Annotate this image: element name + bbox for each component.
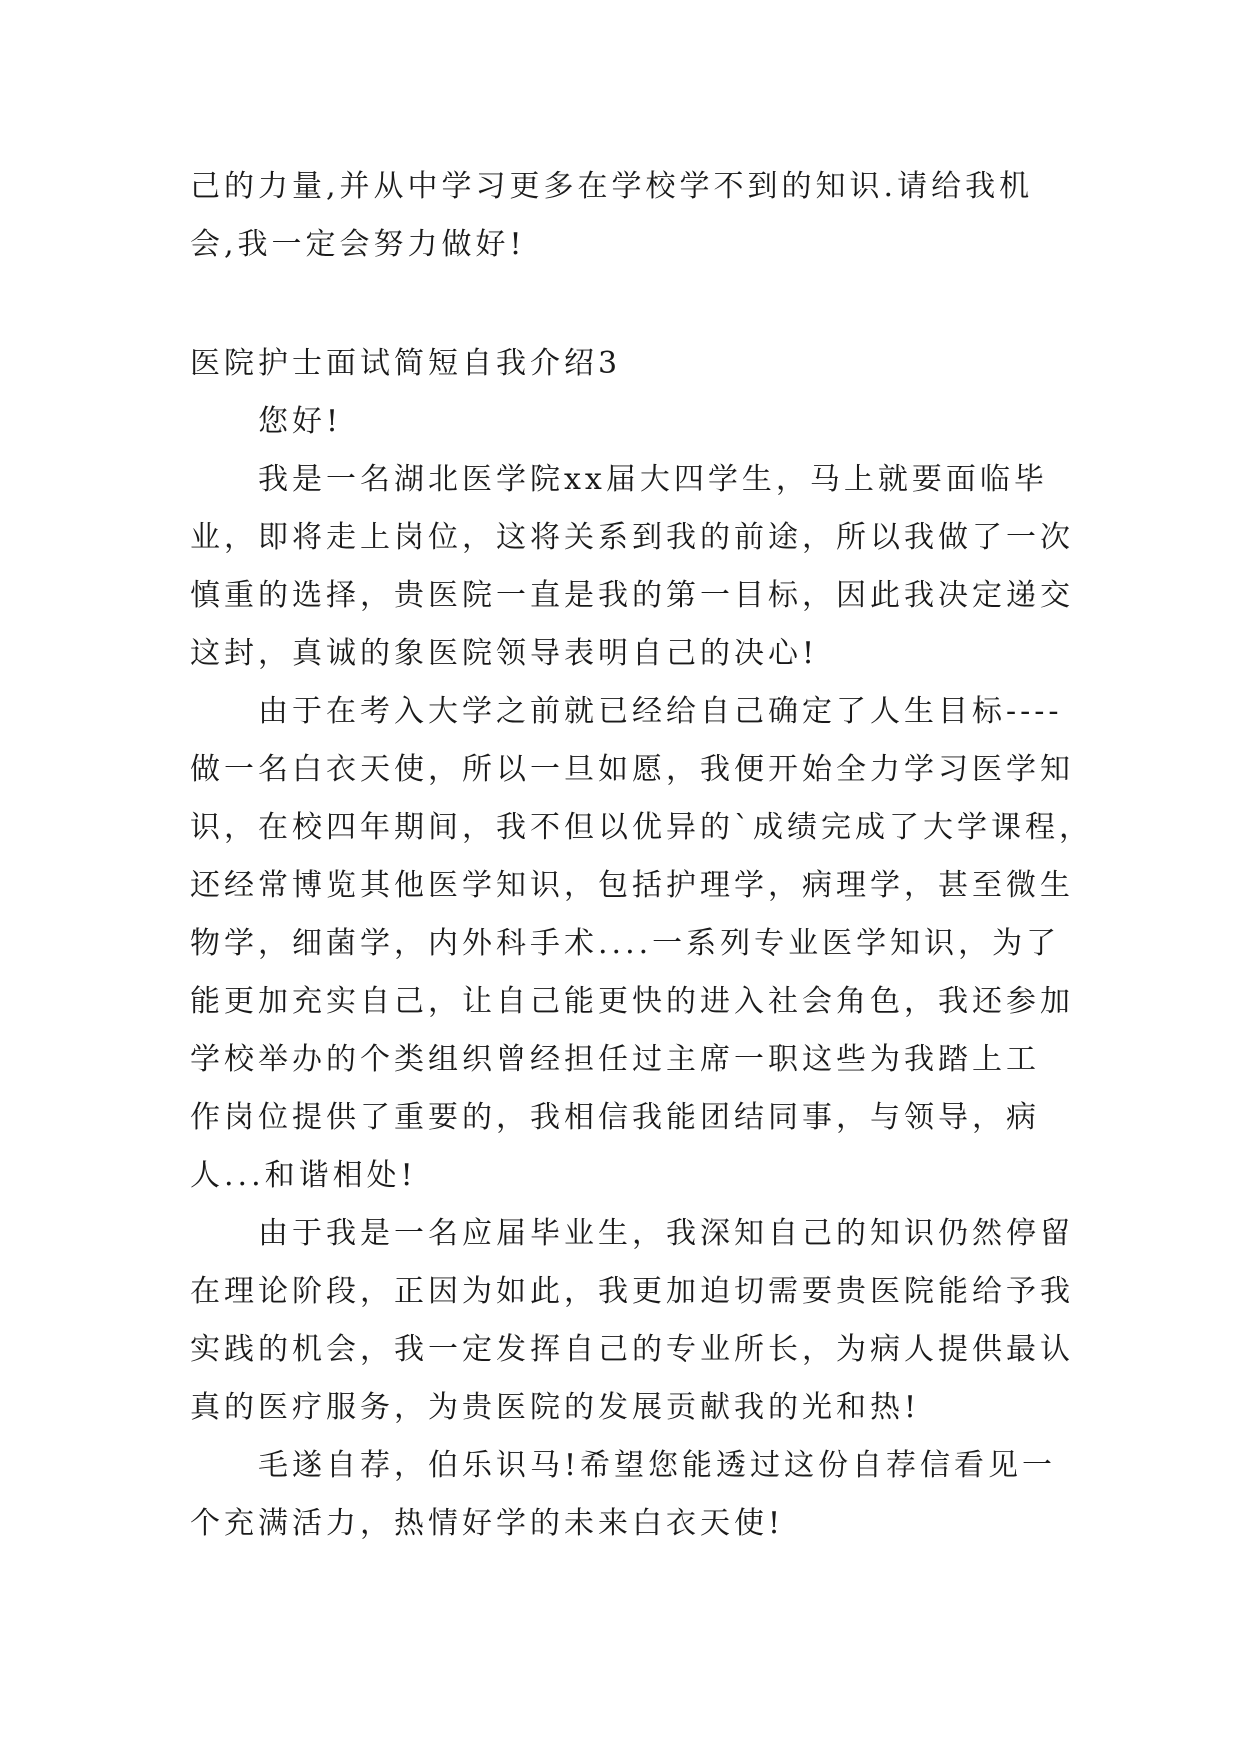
paragraph-1-line: 业，即将走上岗位，这将关系到我的前途，所以我做了一次: [190, 520, 1074, 555]
paragraph-4-line: 个充满活力，热情好学的未来白衣天使!: [190, 1506, 785, 1541]
paragraph-3-line: 由于我是一名应届毕业生，我深知自己的知识仍然停留: [258, 1216, 1074, 1251]
paragraph-3-line: 在理论阶段，正因为如此，我更加迫切需要贵医院能给予我: [190, 1274, 1074, 1309]
paragraph-1-line: 我是一名湖北医学院xx届大四学生，马上就要面临毕: [258, 462, 1048, 497]
paragraph-3-line: 真的医疗服务，为贵医院的发展贡献我的光和热!: [190, 1390, 921, 1425]
paragraph-2-line: 学校举办的个类组织曾经担任过主席一职这些为我踏上工: [190, 1042, 1040, 1077]
section-title: 医院护士面试简短自我介绍3: [190, 346, 622, 381]
paragraph-2-line: 还经常博览其他医学知识，包括护理学，病理学，甚至微生: [190, 868, 1074, 903]
paragraph-1-line: 慎重的选择，贵医院一直是我的第一目标，因此我决定递交: [190, 578, 1074, 613]
paragraph-3-line: 实践的机会，我一定发挥自己的专业所长，为病人提供最认: [190, 1332, 1074, 1367]
carryover-line-2: 会,我一定会努力做好!: [190, 227, 526, 262]
carryover-line-1: 己的力量,并从中学习更多在学校学不到的知识.请给我机: [190, 169, 1034, 204]
paragraph-2-line: 能更加充实自己，让自己能更快的进入社会角色，我还参加: [190, 984, 1074, 1019]
paragraph-2-line: 做一名白衣天使，所以一旦如愿，我便开始全力学习医学知: [190, 752, 1074, 787]
paragraph-2-line: 人...和谐相处!: [190, 1158, 417, 1193]
paragraph-4-line: 毛遂自荐，伯乐识马!希望您能透过这份自荐信看见一: [258, 1448, 1057, 1483]
paragraph-2-line: 由于在考入大学之前就已经给自己确定了人生目标----: [258, 694, 1063, 729]
paragraph-1-line: 这封，真诚的象医院领导表明自己的决心!: [190, 636, 819, 671]
paragraph-2-line: 作岗位提供了重要的，我相信我能团结同事，与领导，病: [190, 1100, 1040, 1135]
greeting: 您好!: [258, 404, 343, 439]
paragraph-2-line: 识，在校四年期间，我不但以优异的`成绩完成了大学课程，: [190, 810, 1093, 845]
paragraph-2-line: 物学，细菌学，内外科手术....一系列专业医学知识，为了: [190, 926, 1061, 961]
